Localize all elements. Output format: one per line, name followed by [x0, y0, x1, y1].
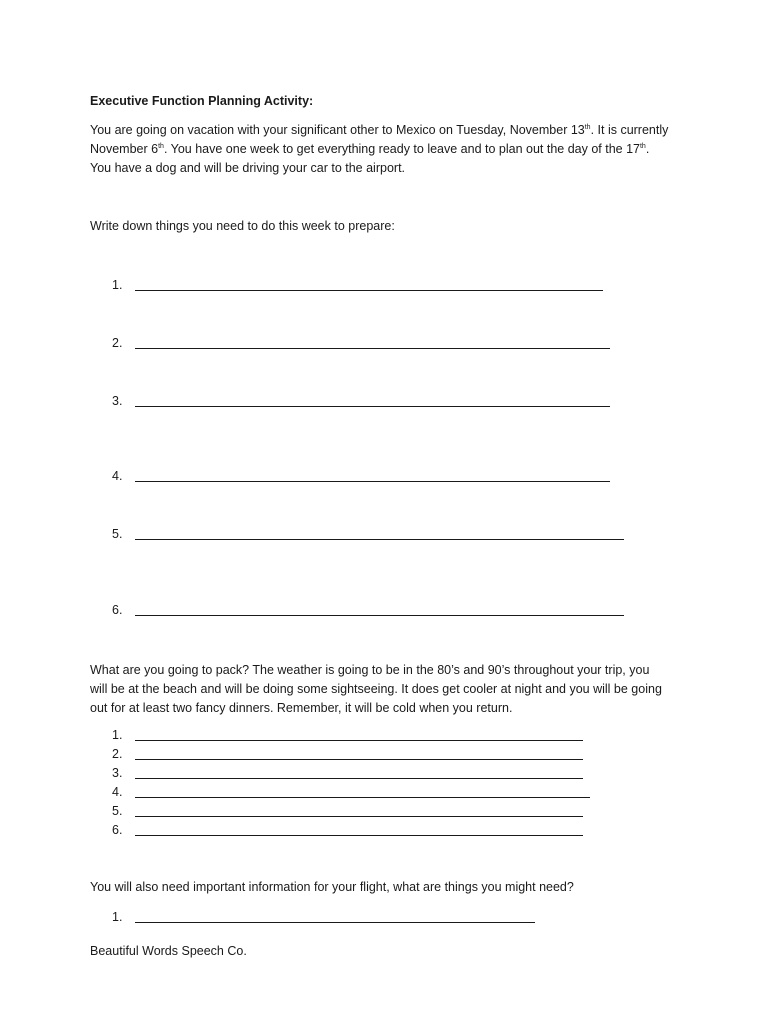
answer-blank-line[interactable]	[135, 290, 603, 291]
answer-blank-line[interactable]	[135, 922, 535, 923]
intro-line-2: November 6th. You have one week to get everything ready to leave and to plan out the day of the 17th.	[90, 142, 650, 156]
list-number: 1.	[112, 278, 123, 292]
list-number: 6.	[112, 603, 123, 617]
footer-company-name: Beautiful Words Speech Co.	[90, 944, 247, 958]
list-number: 5.	[112, 804, 123, 818]
list-number: 1.	[112, 910, 123, 924]
list-number: 6.	[112, 823, 123, 837]
pack-prompt-line-2: will be at the beach and will be doing some sightseeing. It does get cooler at night and you will be going	[90, 682, 662, 696]
flight-prompt: You will also need important information for your flight, what are things you might need?	[90, 880, 574, 894]
list-number: 2.	[112, 747, 123, 761]
answer-blank-line[interactable]	[135, 835, 583, 836]
intro-line-3: You have a dog and will be driving your car to the airport.	[90, 161, 406, 175]
intro-line-1: You are going on vacation with your significant other to Mexico on Tuesday, November 13th. It is currently	[90, 123, 669, 137]
prepare-prompt: Write down things you need to do this week to prepare:	[90, 219, 395, 233]
list-number: 3.	[112, 766, 123, 780]
answer-blank-line[interactable]	[135, 759, 583, 760]
answer-blank-line[interactable]	[135, 406, 610, 407]
answer-blank-line[interactable]	[135, 778, 583, 779]
list-number: 3.	[112, 394, 123, 408]
answer-blank-line[interactable]	[135, 348, 610, 349]
list-number: 1.	[112, 728, 123, 742]
answer-blank-line[interactable]	[135, 481, 610, 482]
answer-blank-line[interactable]	[135, 539, 624, 540]
list-number: 4.	[112, 469, 123, 483]
answer-blank-line[interactable]	[135, 816, 583, 817]
list-number: 5.	[112, 527, 123, 541]
list-number: 2.	[112, 336, 123, 350]
pack-prompt-line-1: What are you going to pack? The weather is going to be in the 80’s and 90’s throughout your trip, you	[90, 663, 650, 677]
pack-prompt-line-3: out for at least two fancy dinners. Remember, it will be cold when you return.	[90, 701, 513, 715]
list-number: 4.	[112, 785, 123, 799]
answer-blank-line[interactable]	[135, 740, 583, 741]
answer-blank-line[interactable]	[135, 797, 590, 798]
answer-blank-line[interactable]	[135, 615, 624, 616]
activity-title: Executive Function Planning Activity:	[90, 94, 314, 108]
